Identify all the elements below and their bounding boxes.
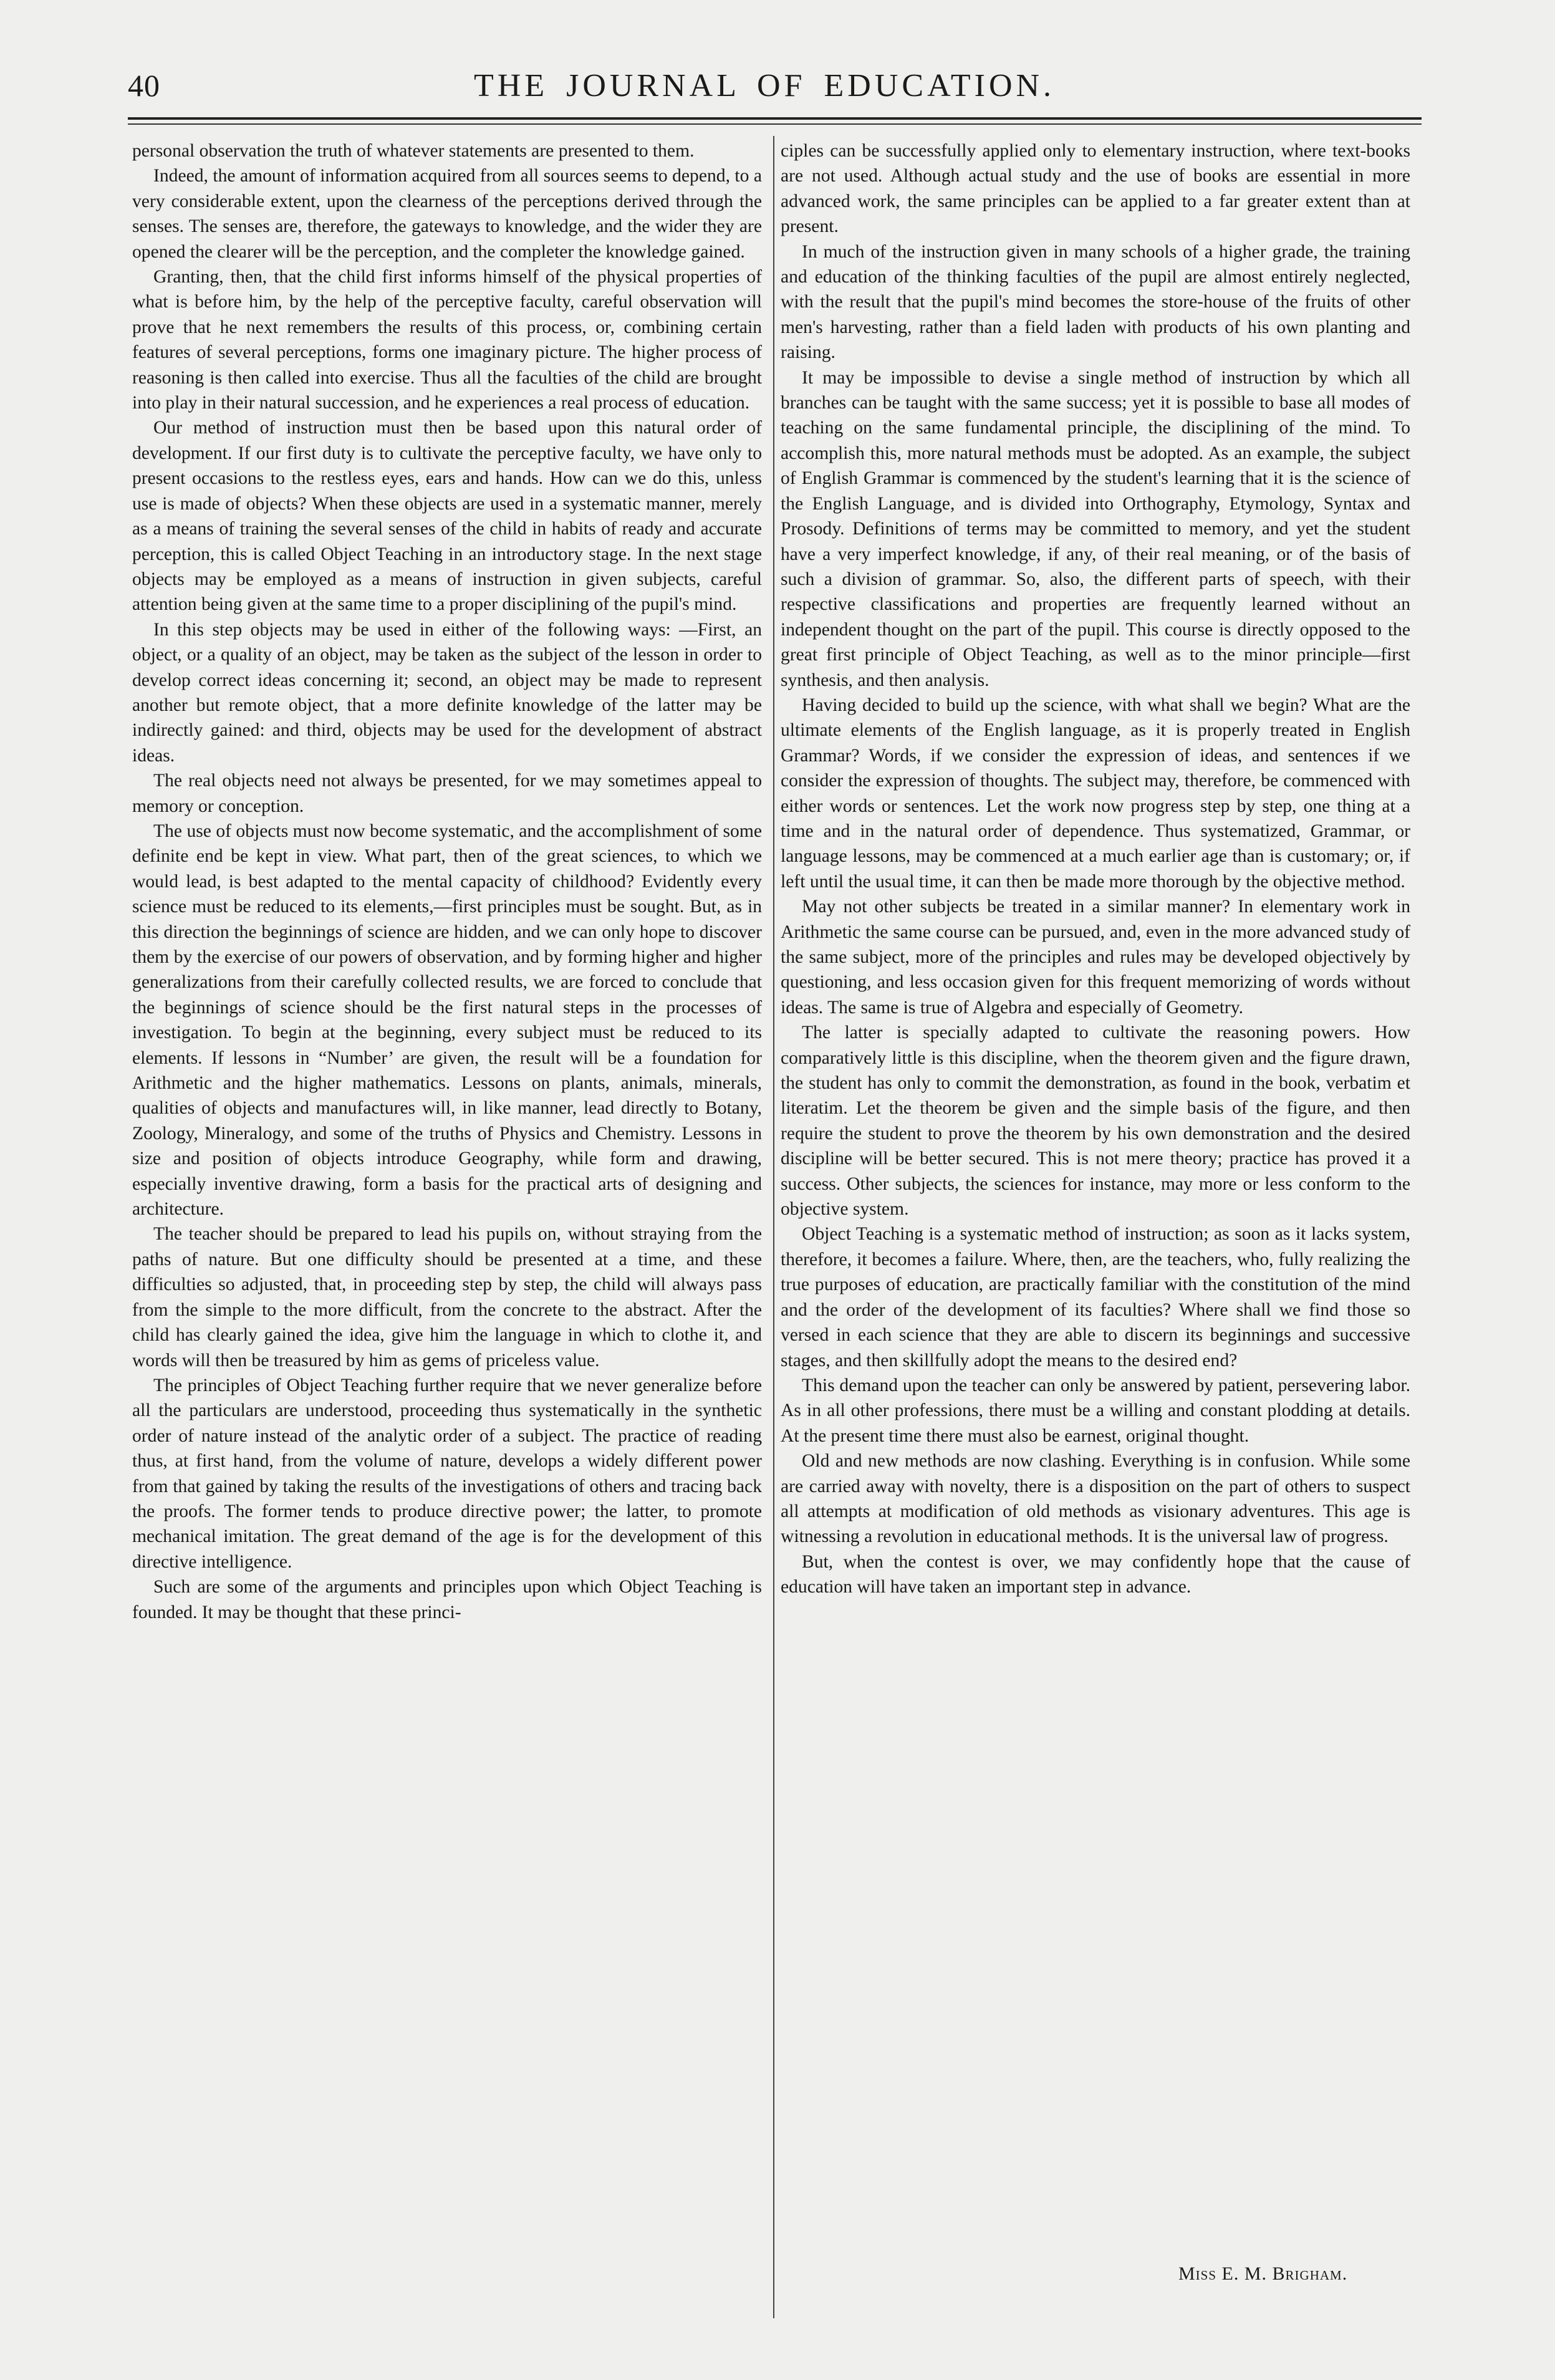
- paragraph: It may be impossible to devise a single method of instruction by which all branches can be taught with the same success; yet it is possible to base all modes of teaching on the same fundamental principle, the disciplining of the mind. To accomplish this, more natural methods must be adopted. As an example, the subject of English Grammar is commenced by the student's learning that it is the science of the English Language, and is divided into Orthography, Etymology, Syntax and Prosody. Definitions of terms may be committed to memory, and yet the student have a very imperfect knowledge, if any, of their real meaning, or of the basis of such a division of grammar. So, also, the different parts of speech, with their respective classifications and properties are frequently learned without an independent thought on the part of the pupil. This course is directly opposed to the great first principle of Object Teaching, as well as to the minor principle—first synthesis, and then analysis.: [781, 367, 1410, 690]
- paragraph: In this step objects may be used in either of the following ways: —First, an object, or a quality of an object, may be taken as the subject of the lesson in order to develop correct ideas concerning it; second, an object may be made to represent another but remote object, that a more definite knowledge of the latter may be indirectly gained: and third, objects may be used for the development of abstract ideas.: [132, 619, 762, 766]
- paragraph: Granting, then, that the child first informs himself of the physical properties of what is before him, by the help of the perceptive faculty, careful observation will prove that he next remembers the results of this process, or, combining certain features of several perceptions, forms one imaginary picture. The higher process of reasoning is then called into exercise. Thus all the faculties of the child are brought into play in their natural succession, and he experiences a real process of education.: [132, 267, 762, 413]
- paragraph: ciples can be successfully applied only to elementary instruction, where text-books are not used. Although actual study and the use of books are essential in more advanced work, the same principles can be applied to a far greater extent than at present.: [781, 141, 1410, 237]
- paragraph: The principles of Object Teaching further require that we never generalize before all the particulars are understood, proceeding thus systematically in the synthetic order of nature instead of the analytic order of a subject. The practice of reading thus, at first hand, from the volume of nature, develops a widely different power from that gained by taking the results of the investigations of others and tracing back the proofs. The former tends to produce directive power; the latter, to promote mechanical imitation. The great demand of the age is for the development of this directive intelligence.: [132, 1375, 762, 1572]
- header-rule: [128, 117, 1422, 120]
- paragraph: Indeed, the amount of information acquired from all sources seems to depend, to a very considerable extent, upon the clearness of the perceptions derived through the senses. The senses are, therefore, the gateways to knowledge, and the wider they are opened the clearer will be the perception, and the completer the knowledge gained.: [132, 166, 762, 262]
- paragraph: The use of objects must now become systematic, and the accomplishment of some definite end be kept in view. What part, then of the great sciences, to which we would lead, is best adapted to the mental capacity of childhood? Evidently every science must be reduced to its elements,—first principles must be sought. But, as in this direction the beginnings of science are hidden, and we can only hope to discover them by the exercise of our powers of observation, and by forming higher and higher generalizations from their carefully collected results, we are forced to conclude that the beginnings of science should be the first natural steps in the processes of investigation. To begin at the beginning, every subject must be reduced to its elements. If lessons in “Number’ are given, the result will be a foundation for Arithmetic and the higher mathematics. Lessons on plants, animals, minerals, qualities of objects and manufactures will, in like manner, lead directly to Botany, Zoology, Mineralogy, and some of the truths of Physics and Chemistry. Lessons in size and position of objects introduce Geography, while form and drawing, especially inventive drawing, form a basis for the practical arts of designing and architecture.: [132, 821, 762, 1220]
- author-signature: Miss E. M. Brigham.: [1178, 2263, 1348, 2284]
- paragraph: In much of the instruction given in many schools of a higher grade, the training and education of the thinking faculties of the pupil are almost entirely neglected, with the result that the pupil's mind becomes the store-house of the fruits of other men's harvesting, rather than a field laden with products of his own planting and raising.: [781, 241, 1410, 363]
- paragraph: This demand upon the teacher can only be answered by patient, persevering labor. As in all other professions, there must be a willing and constant plodding at details. At the present time there must also be earnest, original thought.: [781, 1375, 1410, 1446]
- paragraph: personal observation the truth of whatever statements are presented to them.: [132, 141, 695, 161]
- paragraph: Object Teaching is a systematic method of instruction; as soon as it lacks system, therefore, it becomes a failure. Where, then, are the teachers, who, fully realizing the true purposes of education, are practically familiar with the constitution of the mind and the order of the development of its faculties? Where shall we find those so versed in each science that they are able to discern its beginnings and successive stages, and then skillfully adopt the means to the desired end?: [781, 1224, 1410, 1371]
- paragraph: Old and new methods are now clashing. Everything is in confusion. While some are carried away with novelty, there is a disposition on the part of others to suspect all attempts at modification of old methods as visionary adventures. This age is witnessing a revolution in educational methods. It is the universal law of progress.: [781, 1451, 1410, 1547]
- paragraph: The teacher should be prepared to lead his pupils on, without straying from the paths of nature. But one difficulty should be presented at a time, and these difficulties so adjusted, that, in proceeding step by step, the child will always pass from the simple to the more difficult, from the concrete to the abstract. After the child has clearly gained the idea, give him the language in which to clothe it, and words will then be treasured by him as gems of priceless value.: [132, 1224, 762, 1371]
- page-number: 40: [128, 68, 160, 103]
- right-column: [781, 138, 1410, 1600]
- paragraph: Having decided to build up the science, with what shall we begin? What are the ultimate elements of the English language, as it is properly treated in English Grammar? Words, if we consider the expression of ideas, and sentences if we consider the expression of thoughts. The subject may, therefore, be commenced with either words or sentences. Let the work now progress step by step, one thing at a time and in the natural order of dependence. Thus systematized, Grammar, or language lessons, may be commenced at a much earlier age than is customary; or, if left until the usual time, it can then be made more thorough by the objective method.: [781, 695, 1410, 892]
- running-head-title: THE JOURNAL OF EDUCATION.: [474, 68, 1056, 104]
- column-divider: [773, 136, 774, 2318]
- paragraph: But, when the contest is over, we may confidently hope that the cause of education will have taken an important step in advance.: [781, 1551, 1410, 1597]
- left-column: [132, 138, 762, 1625]
- paragraph: May not other subjects be treated in a similar manner? In elementary work in Arithmetic the same course can be pursued, and, even in the more advanced study of the same subject, more of the principles and rules may be developed objectively by questioning, and less occasion given for this frequent memorizing of words without ideas. The same is true of Algebra and especially of Geometry.: [781, 897, 1410, 1018]
- paragraph: The real objects need not always be presented, for we may sometimes appeal to memory or conception.: [132, 771, 762, 816]
- paragraph: Such are some of the arguments and principles upon which Object Teaching is founded. It may be thought that these princi-: [132, 1577, 762, 1622]
- paragraph: Our method of instruction must then be based upon this natural order of development. If our first duty is to cultivate the perceptive faculty, we have only to present occasions to the restless eyes, ears and hands. How can we do this, unless use is made of objects? When these objects are used in a systematic manner, merely as a means of training the several senses of the child in habits of ready and accurate perception, this is called Object Teaching in an introductory stage. In the next stage objects may be employed as a means of instruction in given subjects, careful attention being given at the same time to a proper disciplining of the pupil's mind.: [132, 418, 762, 615]
- paragraph: The latter is specially adapted to cultivate the reasoning powers. How comparatively little is this discipline, when the theorem given and the figure drawn, the student has only to commit the demonstration, as found in the book, verbatim et literatim. Let the theorem be given and the simple basis of the figure, and then require the student to prove the theorem by his own demonstration and the desired discipline will be better secured. This is not mere theory; practice has proved it a success. Other subjects, the sciences for instance, may more or less conform to the objective system.: [781, 1023, 1410, 1220]
- header-rule-thin: [128, 123, 1422, 125]
